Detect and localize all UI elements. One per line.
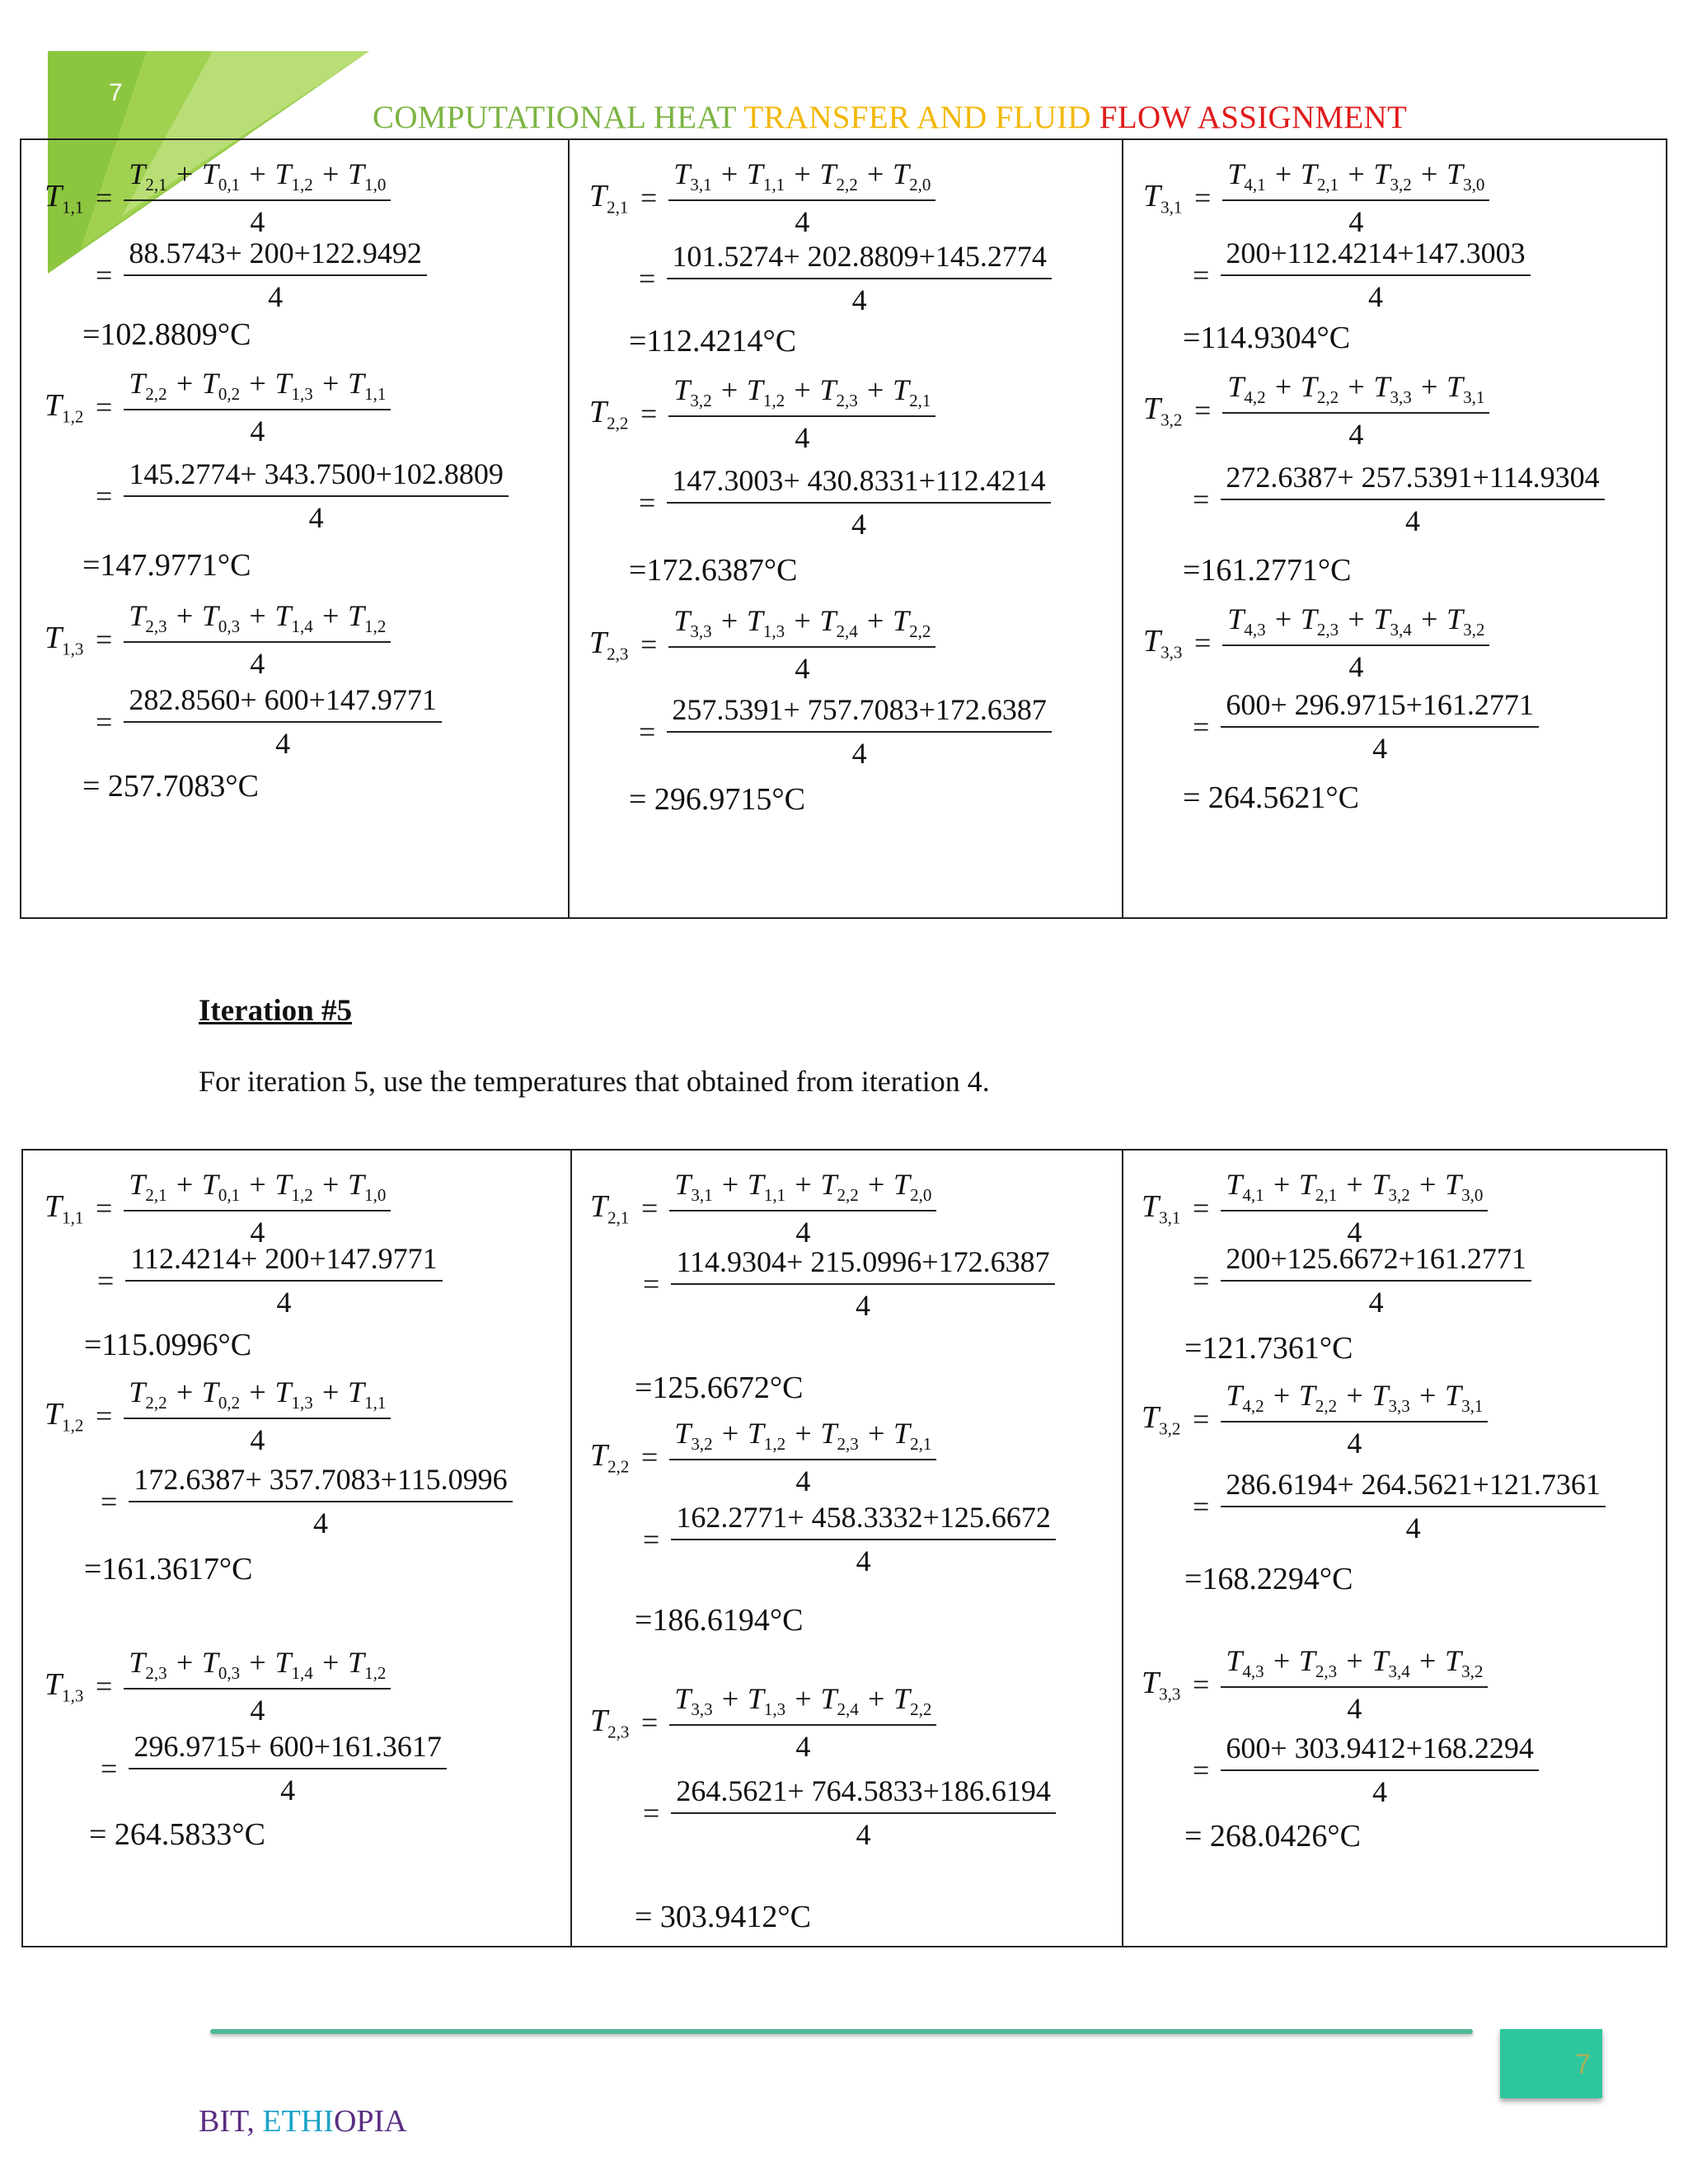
var-label: $T_{3,3}$	[1143, 623, 1183, 663]
formula-numerator: $T_{2,2} + T_{0,2} + T_{1,3} + T_{1,1}$	[124, 366, 391, 410]
value-numerator: 286.6194+ 264.5621+121.7361	[1221, 1467, 1606, 1507]
value-numerator: 147.3003+ 430.8331+112.4214	[667, 463, 1050, 504]
var-label: $T_{1,2}$	[45, 387, 84, 427]
formula-numerator: $T_{4,3} + T_{2,3} + T_{3,4} + T_{3,2}$	[1222, 602, 1489, 646]
result-value: =125.6672°C	[635, 1371, 804, 1405]
header-title-part1: COMPUTATIONAL HEAT	[373, 100, 744, 135]
formula-numerator: $T_{2,1} + T_{0,1} + T_{1,2} + T_{1,0}$	[124, 157, 391, 201]
formula-numerator: $T_{2,3} + T_{0,3} + T_{1,4} + T_{1,2}$	[124, 598, 391, 643]
page-number-top: 7	[109, 79, 123, 106]
result-value: =186.6194°C	[635, 1603, 804, 1638]
value-numerator: 172.6387+ 357.7083+115.0996	[129, 1462, 512, 1502]
iteration-text: For iteration 5, use the temperatures that obtained from iteration 4.	[199, 1065, 990, 1098]
formula-numerator: $T_{4,3} + T_{2,3} + T_{3,4} + T_{3,2}$	[1221, 1643, 1488, 1688]
result-value: = 296.9715°C	[629, 782, 805, 817]
value-numerator: 200+125.6672+161.2771	[1221, 1241, 1531, 1282]
value-numerator: 101.5274+ 202.8809+145.2774	[667, 239, 1052, 279]
result-value: =112.4214°C	[629, 324, 797, 359]
formula-numerator: $T_{3,1} + T_{1,1} + T_{2,2} + T_{2,0}$	[668, 157, 935, 201]
var-label: $T_{3,2}$	[1143, 391, 1183, 430]
result-value: = 257.7083°C	[82, 769, 259, 804]
var-label: $T_{3,1}$	[1143, 178, 1183, 218]
value-numerator: 112.4214+ 200+147.9771	[125, 1241, 442, 1282]
footer-page-number: 7	[1575, 2049, 1591, 2080]
iteration-heading: Iteration #5	[199, 994, 352, 1028]
table-cell-col1: $T_{1,1}$ = $\frac{T_{2,1} + T_{0,1} + T_{1,2} + T_{1,0}}{4}$ = $\frac{112.4214+ 200+147.9771}{4}$ =115.0996°C $T_{1,2}$ = $\frac{T_{2,2} + T_{0,2} + T_{1,3} + T_{1,1}}{4}$ = $\frac{172.6387+ 357.7083+115.0996}{4}$ =161.3617°C $T_{1,3}$ = $\frac{T_{2,3} + T_{0,3} + T_{1,4} + T_{1,2}}{4}$ = $\frac{296.9715+ 600+161.3617}{4}$ = 264.5833°C	[22, 1150, 571, 1947]
result-value: = 303.9412°C	[635, 1900, 811, 1934]
value-numerator: 145.2774+ 343.7500+102.8809	[124, 457, 509, 497]
formula-numerator: $T_{4,2} + T_{2,2} + T_{3,3} + T_{3,1}$	[1221, 1378, 1488, 1422]
value-numerator: 600+ 303.9412+168.2294	[1221, 1731, 1539, 1771]
result-value: =121.7361°C	[1184, 1331, 1353, 1366]
iteration4-table	[20, 138, 1667, 919]
footer-page-box	[1500, 2029, 1602, 2098]
result-value: = 268.0426°C	[1184, 1819, 1361, 1854]
var-label: $T_{2,2}$	[589, 394, 629, 434]
var-label: $T_{1,1}$	[45, 178, 84, 218]
value-numerator: 272.6387+ 257.5391+114.9304	[1221, 460, 1604, 500]
var-label: $T_{1,1}$	[45, 1188, 84, 1228]
var-label: $T_{2,3}$	[590, 1703, 630, 1742]
table-cell-col3: $T_{3,1}$ = $\frac{T_{4,1} + T_{2,1} + T_{3,2} + T_{3,0}}{4}$ = $\frac{200+125.6672+161.2771}{4}$ =121.7361°C $T_{3,2}$ = $\frac{T_{4,2} + T_{2,2} + T_{3,3} + T_{3,1}}{4}$ = $\frac{286.6194+ 264.5621+121.7361}{4}$ =168.2294°C $T_{3,3}$ = $\frac{T_{4,3} + T_{2,3} + T_{3,4} + T_{3,2}}{4}$ = $\frac{600+ 303.9412+168.2294}{4}$ = 268.0426°C	[1123, 1150, 1667, 1947]
formula-numerator: $T_{2,2} + T_{0,2} + T_{1,3} + T_{1,1}$	[124, 1375, 391, 1419]
result-value: =168.2294°C	[1184, 1562, 1353, 1596]
var-label: $T_{2,3}$	[589, 625, 629, 664]
var-label: $T_{3,3}$	[1142, 1665, 1181, 1704]
result-value: =114.9304°C	[1183, 321, 1351, 355]
header-title-part2: TRANSFER AND FLUID	[743, 100, 1100, 135]
formula-numerator: $T_{3,3} + T_{1,3} + T_{2,4} + T_{2,2}$	[669, 1681, 936, 1726]
iteration5-table	[21, 1149, 1667, 1947]
value-numerator: 257.5391+ 757.7083+172.6387	[667, 692, 1052, 733]
footer-organization: BIT, ETHIOPIA	[199, 2104, 407, 2139]
result-value: =102.8809°C	[82, 317, 251, 352]
formula-numerator: $T_{3,1} + T_{1,1} + T_{2,2} + T_{2,0}$	[669, 1167, 936, 1212]
formula-numerator: $T_{4,1} + T_{2,1} + T_{3,2} + T_{3,0}$	[1221, 1167, 1488, 1212]
var-label: $T_{1,3}$	[45, 620, 84, 659]
result-value: =115.0996°C	[84, 1328, 252, 1362]
formula-numerator: $T_{4,1} + T_{2,1} + T_{3,2} + T_{3,0}$	[1222, 157, 1489, 201]
value-numerator: 88.5743+ 200+122.9492	[124, 236, 427, 276]
var-label: $T_{2,1}$	[590, 1188, 630, 1228]
var-label: $T_{2,1}$	[589, 178, 629, 218]
value-numerator: 162.2771+ 458.3332+125.6672	[671, 1500, 1056, 1540]
var-label: $T_{3,2}$	[1142, 1399, 1181, 1439]
result-value: =147.9771°C	[82, 548, 251, 583]
result-value: =172.6387°C	[629, 553, 798, 588]
table-cell-col2: $T_{2,1}$ = $\frac{T_{3,1} + T_{1,1} + T_{2,2} + T_{2,0}}{4}$ = $\frac{114.9304+ 215.0996+172.6387}{4}$ =125.6672°C $T_{2,2}$ = $\frac{T_{3,2} + T_{1,2} + T_{2,3} + T_{2,1}}{4}$ = $\frac{162.2771+ 458.3332+125.6672}{4}$ =186.6194°C $T_{2,3}$ = $\frac{T_{3,3} + T_{1,3} + T_{2,4} + T_{2,2}}{4}$ = $\frac{264.5621+ 764.5833+186.6194}{4}$ = 303.9412°C	[571, 1150, 1123, 1947]
result-value: = 264.5833°C	[89, 1817, 265, 1852]
table-cell-col1: $T_{1,1}$ = $\frac{T_{2,1} + T_{0,1} + T_{1,2} + T_{1,0}}{4}$ = $\frac{88.5743+ 200+122.9492}{4}$ =102.8809°C $T_{1,2}$ = $\frac{T_{2,2} + T_{0,2} + T_{1,3} + T_{1,1}}{4}$ = $\frac{145.2774+ 343.7500+102.8809}{4}$ =147.9771°C $T_{1,3}$ = $\frac{T_{2,3} + T_{0,3} + T_{1,4} + T_{1,2}}{4}$ = $\frac{282.8560+ 600+147.9771}{4}$ = 257.7083°C	[21, 139, 569, 918]
formula-numerator: $T_{3,2} + T_{1,2} + T_{2,3} + T_{2,1}$	[669, 1416, 936, 1460]
value-numerator: 296.9715+ 600+161.3617	[129, 1729, 447, 1769]
var-label: $T_{1,2}$	[45, 1396, 84, 1436]
table-cell-col3: $T_{3,1}$ = $\frac{T_{4,1} + T_{2,1} + T_{3,2} + T_{3,0}}{4}$ = $\frac{200+112.4214+147.3003}{4}$ =114.9304°C $T_{3,2}$ = $\frac{T_{4,2} + T_{2,2} + T_{3,3} + T_{3,1}}{4}$ = $\frac{272.6387+ 257.5391+114.9304}{4}$ =161.2771°C $T_{3,3}$ = $\frac{T_{4,3} + T_{2,3} + T_{3,4} + T_{3,2}}{4}$ = $\frac{600+ 296.9715+161.2771}{4}$ = 264.5621°C	[1123, 139, 1667, 918]
value-numerator: 114.9304+ 215.0996+172.6387	[671, 1244, 1054, 1285]
result-value: =161.2771°C	[1183, 553, 1352, 588]
formula-numerator: $T_{4,2} + T_{2,2} + T_{3,3} + T_{3,1}$	[1222, 369, 1489, 414]
table-cell-col2: $T_{2,1}$ = $\frac{T_{3,1} + T_{1,1} + T_{2,2} + T_{2,0}}{4}$ = $\frac{101.5274+ 202.8809+145.2774}{4}$ =112.4214°C $T_{2,2}$ = $\frac{T_{3,2} + T_{1,2} + T_{2,3} + T_{2,1}}{4}$ = $\frac{147.3003+ 430.8331+112.4214}{4}$ =172.6387°C $T_{2,3}$ = $\frac{T_{3,3} + T_{1,3} + T_{2,4} + T_{2,2}}{4}$ = $\frac{257.5391+ 757.7083+172.6387}{4}$ = 296.9715°C	[569, 139, 1123, 918]
value-numerator: 200+112.4214+147.3003	[1221, 236, 1530, 276]
formula-numerator: $T_{3,2} + T_{1,2} + T_{2,3} + T_{2,1}$	[668, 373, 935, 417]
value-numerator: 264.5621+ 764.5833+186.6194	[671, 1774, 1056, 1814]
header-title-part3: FLOW ASSIGNMENT	[1099, 100, 1408, 135]
var-label: $T_{3,1}$	[1142, 1188, 1181, 1228]
value-numerator: 282.8560+ 600+147.9771	[124, 682, 442, 723]
header-title	[373, 99, 1407, 136]
footer-divider	[210, 2029, 1473, 2034]
value-numerator: 600+ 296.9715+161.2771	[1221, 687, 1539, 728]
result-value: = 264.5621°C	[1183, 780, 1359, 815]
formula-numerator: $T_{3,3} + T_{1,3} + T_{2,4} + T_{2,2}$	[668, 603, 935, 648]
var-label: $T_{2,2}$	[590, 1437, 630, 1477]
formula-numerator: $T_{2,3} + T_{0,3} + T_{1,4} + T_{1,2}$	[124, 1645, 391, 1690]
var-label: $T_{1,3}$	[45, 1666, 84, 1706]
formula-numerator: $T_{2,1} + T_{0,1} + T_{1,2} + T_{1,0}$	[124, 1167, 391, 1212]
result-value: =161.3617°C	[84, 1552, 253, 1586]
